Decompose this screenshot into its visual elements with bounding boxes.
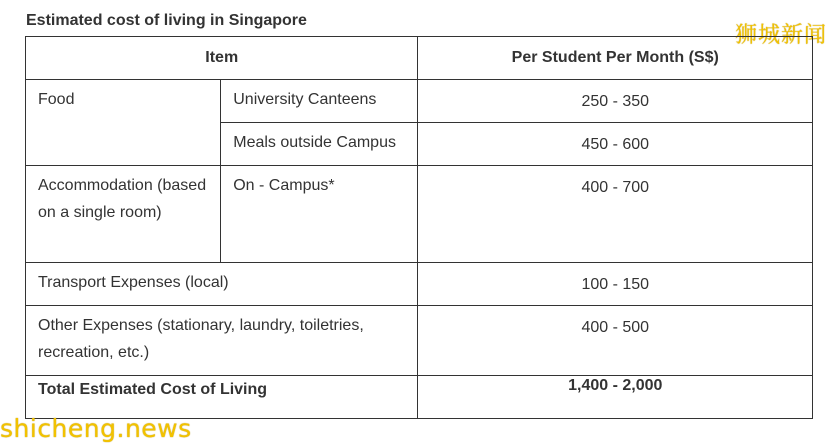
other-value: 400 - 500 [581,319,650,336]
transport-label: Transport Expenses (local) [38,274,229,291]
transport-value: 100 - 150 [581,276,650,293]
cell-accommodation-sub [221,166,418,263]
watermark-logo-text: 狮城新闻 [734,23,827,48]
cell-food-category [26,80,221,166]
other-label: Other Expenses (stationary, laundry, toiletries, recreation, etc.) [38,317,364,361]
canteens-label: University Canteens [233,91,377,108]
total-value: 1,400 - 2,000 [568,377,663,394]
header-cost: Per Student Per Month (S$) [418,37,813,80]
cell-total-label [26,376,418,419]
outside-label: Meals outside Campus [233,134,396,151]
table-row-total [26,376,813,419]
cell-transport-value [418,263,813,306]
outside-value: 450 - 600 [581,136,650,153]
cell-outside-value [418,123,813,166]
table-row-food-canteens [26,80,813,123]
watermark-url-text: shicheng.news [0,414,192,443]
cell-accommodation-category [26,166,221,263]
accommodation-sub-label: On - Campus* [233,177,335,194]
food-category-label: Food [38,91,75,108]
table-row-other [26,306,813,376]
table-caption: Estimated cost of living in Singapore [26,12,307,29]
accommodation-value: 400 - 700 [581,179,650,196]
cell-canteens-value [418,80,813,123]
total-label: Total Estimated Cost of Living [38,381,268,398]
cell-other-label [26,306,418,376]
canteens-value: 250 - 350 [581,93,650,110]
accommodation-label: Accommodation (based on a single room) [38,177,207,221]
table-row-accommodation [26,166,813,263]
header-item: Item [26,37,418,80]
cell-accommodation-value [418,166,813,263]
cell-total-value [418,376,813,419]
cost-of-living-table [25,36,813,419]
cell-other-value [418,306,813,376]
